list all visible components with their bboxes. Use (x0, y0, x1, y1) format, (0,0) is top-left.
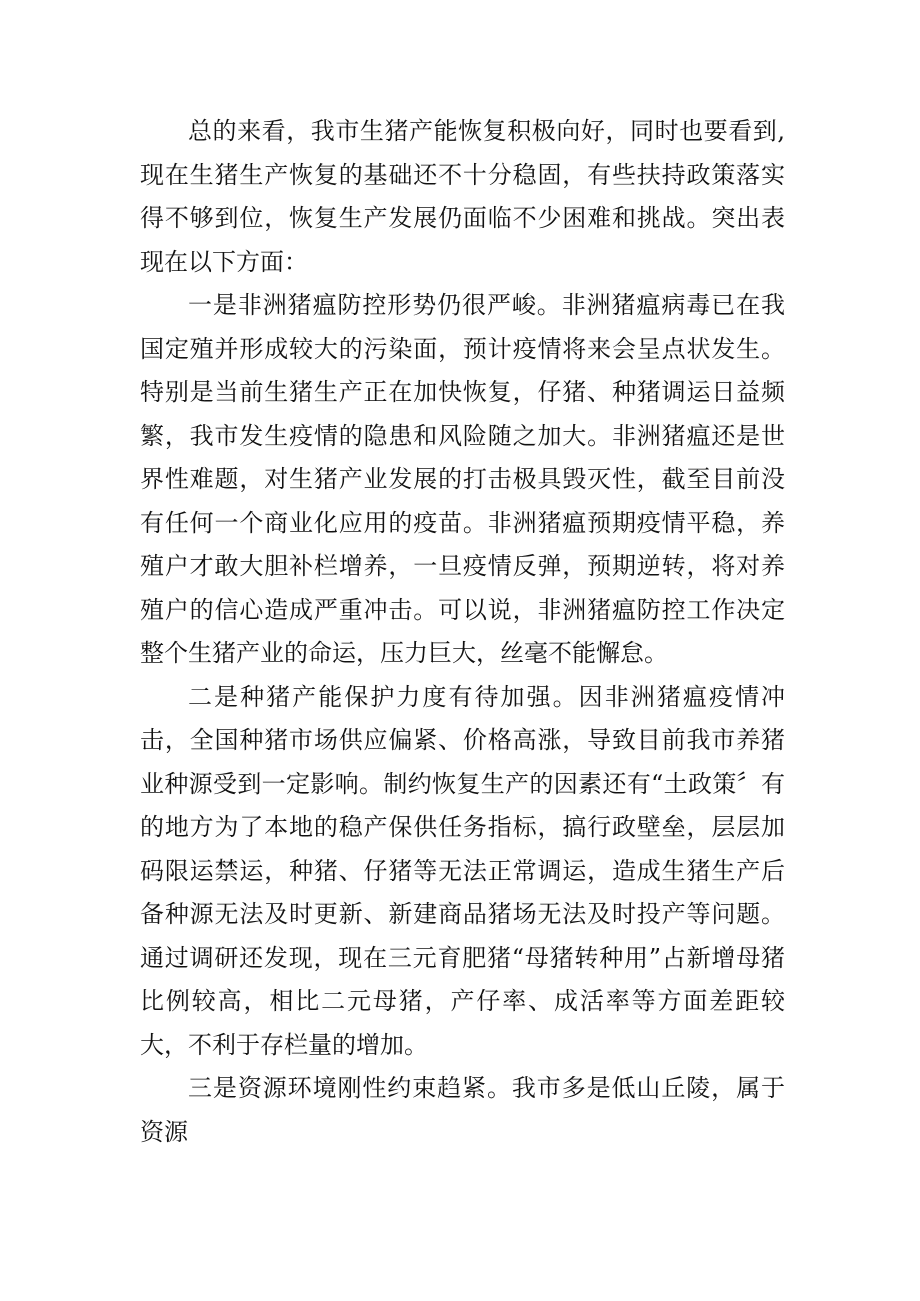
paragraph-summary: 总的来看，我市生猪产能恢复积极向好，同时也要看到,现在生猪生产恢复的基础还不十分稳固，有些扶持政策落实得不够到位，恢复生产发展仍面临不少困难和挑战。突出表现在以下方面： (140, 117, 785, 276)
paragraph-point-two: 二是种猪产能保护力度有待加强。因非洲猪瘟疫情冲击，全国种猪市场供应偏紧、价格高涨，导致目前我市养猪业种源受到一定影响。制约恢复生产的因素还有“土政策〞有的地方为了本地的稳产保供任务指标，搞行政壁垒，层层加码限运禁运，种猪、仔猪等无法正常调运，造成生猪生产后备种源无法及时更新、新建商品猪场无法及时投产等问题。通过调研还发现，现在三元育肥猪“母猪转种用”占新增母猪比例较高，相比二元母猪，产仔率、成活率等方面差距较大，不利于存栏量的增加。 (140, 682, 785, 1059)
paragraph-point-one: 一是非洲猪瘟防控形势仍很严峻。非洲猪瘟病毒已在我国定殖并形成较大的污染面，预计疫情将来会呈点状发生。特别是当前生猪生产正在加快恢复，仔猪、种猪调运日益频繁，我市发生疫情的隐患和风险随之加大。非洲猪瘟还是世界性难题，对生猪产业发展的打击极具毁灭性，截至目前没有任何一个商业化应用的疫苗。非洲猪瘟预期疫情平稳，养殖户才敢大胆补栏增养，一旦疫情反弹，预期逆转，将对养殖户的信心造成严重冲击。可以说，非洲猪瘟防控工作决定整个生猪产业的命运，压力巨大，丝毫不能懈怠。 (140, 291, 785, 667)
paragraph-point-three: 三是资源环境刚性约束趋紧。我市多是低山丘陵，属于资源 (140, 1074, 785, 1146)
document-body (140, 110, 785, 1154)
